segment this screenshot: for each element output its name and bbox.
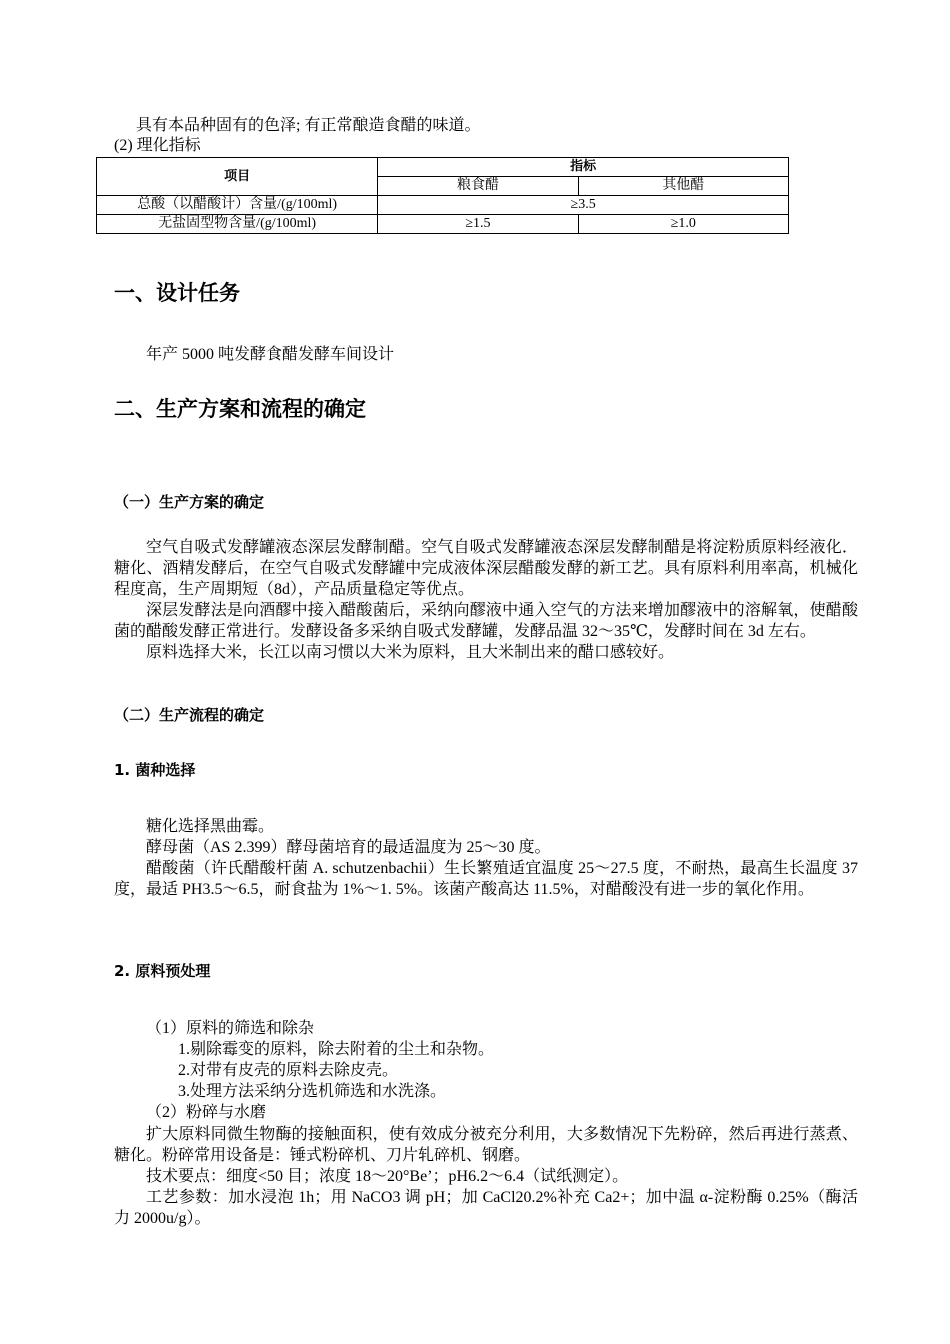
row-merged-value: ≥3.5 (378, 196, 789, 215)
header-sub-col2: 其他醋 (578, 177, 788, 196)
step1-item: 3.处理方法采纳分选机筛选和水洗涤。 (178, 1083, 447, 1100)
paragraph: 空气自吸式发酵罐液态深层发酵制醋。空气自吸式发酵罐液态深层发酵制醋是将淀粉质原料经液化．糖化、酒精发酵后，在空气自吸式发酵罐中完成液体深层醋酸发酵的新工艺。具有原料利用率高，机械化程度高，生产周期短（8d），产品质量稳定等优点。 (114, 539, 858, 598)
step1-item: 2.对带有皮壳的原料去除皮壳。 (178, 1062, 399, 1079)
table-row (97, 196, 789, 215)
row-col2-value: ≥1.0 (578, 215, 788, 234)
intro-line: 具有本品种固有的色泽; 有正常酿造食醋的味道。 (136, 117, 481, 134)
item1-title: 1. 菌种选择 (114, 761, 196, 779)
paragraph: 原料选择大米，长江以南习惯以大米为原料，且大米制出来的醋口感较好。 (146, 644, 675, 661)
section1-body: 年产 5000 吨发酵食醋发酵车间设计 (146, 346, 395, 363)
item1-paragraphs (114, 816, 858, 900)
header-sub-col1: 粮食醋 (378, 177, 578, 196)
step2-title: （2）粉碎与水磨 (146, 1104, 267, 1121)
paragraph: 工艺参数：加水浸泡 1h；用 NaCO3 调 pH；加 CaCl20.2%补充 Ca2+；加中温 α-淀粉酶 0.25%（酶活力 2000u/g）。 (114, 1189, 858, 1227)
spec-table (96, 157, 789, 234)
table-row (97, 215, 789, 234)
row-item: 总酸（以醋酸计）含量/(g/100ml) (97, 196, 378, 215)
sub2-title: （二）生产流程的确定 (114, 706, 265, 724)
step2-paragraphs (114, 1124, 858, 1229)
step1-item: 1.剔除霉变的原料，除去附着的尘土和杂物。 (178, 1041, 495, 1058)
section1-title: 一、设计任务 (114, 281, 240, 305)
header-item: 项目 (97, 158, 378, 196)
paragraph: 技术要点：细度<50 目；浓度 18～20°Be’；pH6.2～6.4（试纸测定）。 (146, 1168, 629, 1185)
sub1-paragraphs (114, 537, 858, 663)
item2-title: 2. 原料预处理 (114, 962, 211, 980)
paragraph: 扩大原料同微生物酶的接触面积，使有效成分被充分利用，大多数情况下先粉碎，然后再进行蒸煮、糖化。粉碎常用设备是：锤式粉碎机、刀片轧碎机、钢磨。 (114, 1126, 858, 1164)
row-col1-value: ≥1.5 (378, 215, 578, 234)
subsection-label: (2) 理化指标 (114, 137, 201, 154)
section2-title: 二、生产方案和流程的确定 (114, 397, 366, 421)
paragraph: 糖化选择黑曲霉。 (146, 818, 275, 835)
sub1-title: （一）生产方案的确定 (114, 493, 265, 511)
row-item: 无盐固型物含量/(g/100ml) (97, 215, 378, 234)
paragraph: 酵母菌（AS 2.399）酵母菌培育的最适温度为 25～30 度。 (146, 839, 551, 856)
paragraph: 深层发酵法是向酒醪中接入醋酸菌后，采纳向醪液中通入空气的方法来增加醪液中的溶解氧，使醋酸菌的醋酸发酵正常进行。发酵设备多采纳自吸式发酵罐，发酵品温 32～35℃，发酵时间在 3d 左右。 (114, 602, 858, 640)
paragraph: 醋酸菌（许氏醋酸杆菌 A. schutzenbachii）生长繁殖适宜温度 25～27.5 度，不耐热，最高生长温度 37 度，最适 PH3.5～6.5，耐食盐为 1%～1. 5%。该菌产酸高达 11.5%，对醋酸没有进一步的氧化作用。 (114, 860, 858, 898)
step1-title: （1）原料的筛选和除杂 (146, 1020, 315, 1037)
header-indicator: 指标 (378, 158, 789, 177)
